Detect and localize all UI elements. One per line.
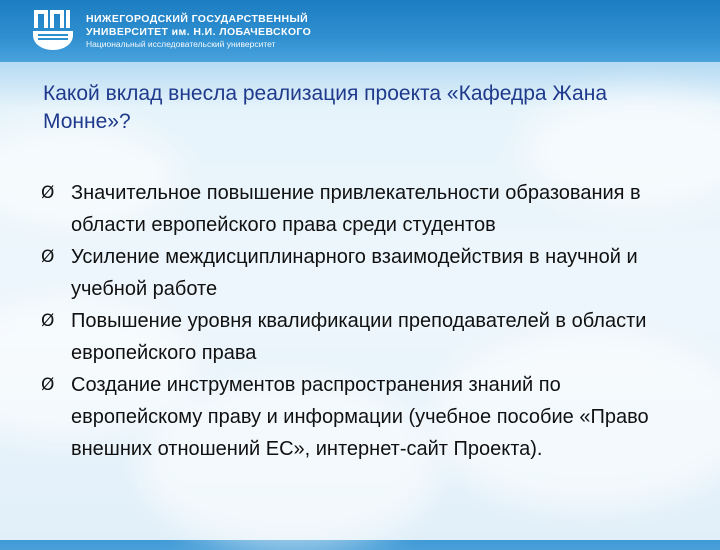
header-bar xyxy=(0,0,720,62)
arrow-bullet-icon: Ø xyxy=(41,375,55,395)
arrow-bullet-icon: Ø xyxy=(41,311,55,331)
university-name-line1: НИЖЕГОРОДСКИЙ ГОСУДАРСТВЕННЫЙ xyxy=(86,13,309,25)
bullet-item xyxy=(41,305,691,369)
bullet-item xyxy=(41,241,691,305)
bullet-text: Усиление междисциплинарного взаимодействия в научной и учебной работе xyxy=(71,246,638,300)
university-subtitle: Национальный исследовательский университет xyxy=(86,39,276,49)
bullet-item xyxy=(41,177,691,241)
bullet-text: Повышение уровня квалификации преподавателей в области европейского права xyxy=(71,310,647,364)
arrow-bullet-icon: Ø xyxy=(41,183,55,203)
nngu-logo-icon xyxy=(30,8,76,52)
arrow-bullet-icon: Ø xyxy=(41,247,55,267)
bullet-list xyxy=(41,177,691,465)
slide-title: Какой вклад внесла реализация проекта «Кафедра Жана Монне»? xyxy=(43,82,608,133)
bullet-text: Значительное повышение привлекательности образования в области европейского права среди студентов xyxy=(71,182,641,236)
bullet-text: Создание инструментов распространения знаний по европейскому праву и информации (учебное пособие «Право внешних отношений ЕС», интернет-сайт Проекта). xyxy=(71,374,649,460)
bullet-item xyxy=(41,369,691,465)
university-name xyxy=(86,13,311,50)
university-name-line2: УНИВЕРСИТЕТ им. Н.И. ЛОБАЧЕВСКОГО xyxy=(86,26,312,38)
